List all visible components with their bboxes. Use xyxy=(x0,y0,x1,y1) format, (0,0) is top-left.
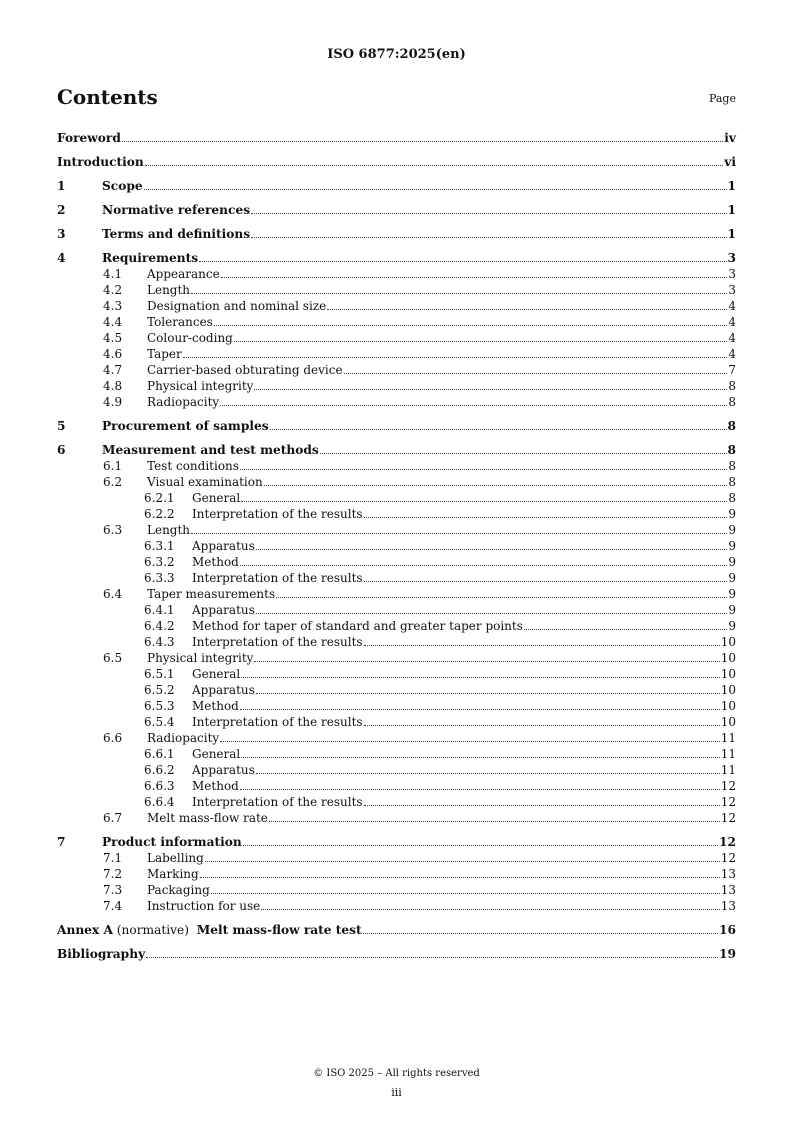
toc-entry-page: 8 xyxy=(728,395,736,409)
toc-entry-title: Instruction for use xyxy=(147,899,261,913)
toc-entry-page: 10 xyxy=(720,699,736,713)
toc-entry[interactable] xyxy=(57,555,736,569)
toc-leader-dots xyxy=(270,429,727,430)
toc-entry-title: Method xyxy=(192,779,239,793)
toc-entry-page: 10 xyxy=(720,635,736,649)
toc-entry-title: Method xyxy=(192,699,239,713)
toc-entry-page: 11 xyxy=(720,747,736,761)
toc-entry-page: 8 xyxy=(728,491,736,505)
toc-entry[interactable] xyxy=(57,851,736,865)
toc-entry-page: 8 xyxy=(728,379,736,393)
toc-leader-dots xyxy=(264,485,728,486)
toc-entry-title: Visual examination xyxy=(147,475,263,489)
toc-entry-page: 8 xyxy=(728,475,736,489)
toc-entry-page: 1 xyxy=(727,203,736,217)
toc-leader-dots xyxy=(254,389,727,390)
toc-entry-page: 10 xyxy=(720,651,736,665)
toc-entry-title: Radiopacity xyxy=(147,731,220,745)
toc-entry[interactable] xyxy=(57,603,736,617)
toc-entry-title: Tolerances xyxy=(147,315,213,329)
toc-leader-dots xyxy=(205,861,720,862)
toc-entry[interactable] xyxy=(57,507,736,521)
toc-entry-title: Appearance xyxy=(147,267,220,281)
toc-entry-page: 9 xyxy=(728,587,736,601)
toc-entry-title: Measurement and test methods xyxy=(102,443,319,457)
toc-entry-title: Interpretation of the results xyxy=(192,795,363,809)
toc-entry-number: 4.6 xyxy=(103,347,123,361)
toc-entry-page: 3 xyxy=(727,251,736,265)
toc-entry-title: Annex A (normative) Melt mass-flow rate test xyxy=(57,923,362,937)
toc-entry[interactable] xyxy=(57,715,736,729)
toc-leader-dots xyxy=(243,845,718,846)
toc-leader-dots xyxy=(191,533,727,534)
toc-leader-dots xyxy=(269,821,720,822)
toc-entry[interactable] xyxy=(57,131,736,145)
toc-entry[interactable] xyxy=(57,251,736,265)
toc-entry[interactable] xyxy=(57,315,736,329)
toc-entry-title: Requirements xyxy=(102,251,199,265)
toc-entry-title: Taper measurements xyxy=(147,587,276,601)
toc-leader-dots xyxy=(122,141,723,142)
toc-entry-number: 7.4 xyxy=(103,899,123,913)
toc-entry[interactable] xyxy=(57,363,736,377)
toc-entry-page: 12 xyxy=(720,851,736,865)
page-number: iii xyxy=(391,1086,402,1099)
toc-entry-number: 6 xyxy=(57,443,66,457)
toc-entry-number: 4.2 xyxy=(103,283,123,297)
toc-entry-title: General xyxy=(192,491,241,505)
toc-entry-title: Apparatus xyxy=(192,683,255,697)
toc-entry[interactable] xyxy=(57,899,736,913)
toc-leader-dots xyxy=(241,757,719,758)
toc-entry-number: 6.6.1 xyxy=(144,747,175,761)
toc-leader-dots xyxy=(183,357,728,358)
toc-entry-title: Radiopacity xyxy=(147,395,220,409)
toc-entry-title: Apparatus xyxy=(192,603,255,617)
toc-entry-title: Marking xyxy=(147,867,199,881)
toc-entry-page: 16 xyxy=(719,923,736,937)
toc-entry-page: 1 xyxy=(727,227,736,241)
toc-entry-number: 6.3.2 xyxy=(144,555,175,569)
toc-entry-title: Designation and nominal size xyxy=(147,299,327,313)
toc-leader-dots xyxy=(199,261,726,262)
toc-entry-number: 6.1 xyxy=(103,459,123,473)
toc-entry-number: 6.3 xyxy=(103,523,123,537)
toc-leader-dots xyxy=(251,213,726,214)
toc-entry-title: Taper xyxy=(147,347,182,361)
toc-entry-title: General xyxy=(192,747,241,761)
toc-entry-title: General xyxy=(192,667,241,681)
toc-entry[interactable] xyxy=(57,283,736,297)
toc-entry-number: 7 xyxy=(57,835,66,849)
toc-entry-page: 12 xyxy=(720,779,736,793)
toc-entry[interactable] xyxy=(57,763,736,777)
toc-leader-dots xyxy=(200,877,720,878)
toc-entry[interactable] xyxy=(57,227,736,241)
toc-leader-dots xyxy=(261,909,719,910)
toc-leader-dots xyxy=(234,341,727,342)
toc-entry[interactable] xyxy=(57,683,736,697)
toc-entry-number: 4.9 xyxy=(103,395,123,409)
document-header: ISO 6877:2025(en) xyxy=(327,47,466,62)
toc-entry-title: Product information xyxy=(102,835,242,849)
toc-entry[interactable] xyxy=(57,179,736,193)
toc-entry-title: Labelling xyxy=(147,851,204,865)
toc-entry-title: Method xyxy=(192,555,239,569)
toc-entry[interactable] xyxy=(57,883,736,897)
toc-leader-dots xyxy=(524,629,727,630)
toc-entry-page: 13 xyxy=(720,899,736,913)
toc-entry-page: 13 xyxy=(720,867,736,881)
toc-entry-title: Length xyxy=(147,523,191,537)
toc-entry-title: Test conditions xyxy=(147,459,239,473)
toc-entry[interactable] xyxy=(57,779,736,793)
toc-entry-number: 6.6.3 xyxy=(144,779,175,793)
toc-entry-page: 9 xyxy=(728,603,736,617)
toc-entry-page: vi xyxy=(724,155,736,169)
toc-leader-dots xyxy=(146,957,718,958)
toc-entry-number: 3 xyxy=(57,227,66,241)
toc-entry-page: 4 xyxy=(728,299,736,313)
toc-entry-page: 8 xyxy=(727,443,736,457)
toc-entry-number: 6.5.2 xyxy=(144,683,175,697)
toc-entry[interactable] xyxy=(57,267,736,281)
toc-entry[interactable] xyxy=(57,571,736,585)
toc-entry-page: 8 xyxy=(727,419,736,433)
toc-entry-page: 9 xyxy=(728,619,736,633)
toc-entry[interactable] xyxy=(57,587,736,601)
toc-entry-page: 9 xyxy=(728,523,736,537)
toc-entry-title: Length xyxy=(147,283,191,297)
toc-entry-title: Scope xyxy=(102,179,143,193)
toc-leader-dots xyxy=(256,549,728,550)
page-title: Contents xyxy=(57,85,158,109)
toc-entry-number: 7.1 xyxy=(103,851,123,865)
toc-entry-page: 19 xyxy=(719,947,736,961)
toc-entry[interactable] xyxy=(57,539,736,553)
toc-entry[interactable] xyxy=(57,635,736,649)
toc-leader-dots xyxy=(241,501,727,502)
toc-entry[interactable] xyxy=(57,419,736,433)
toc-entry[interactable] xyxy=(57,395,736,409)
toc-entry-number: 6.4.3 xyxy=(144,635,175,649)
toc-leader-dots xyxy=(276,597,727,598)
copyright-notice: © ISO 2025 – All rights reserved xyxy=(313,1068,480,1079)
toc-leader-dots xyxy=(364,581,728,582)
toc-entry[interactable] xyxy=(57,475,736,489)
toc-entry-number: 4.5 xyxy=(103,331,123,345)
toc-entry-number: 6.7 xyxy=(103,811,123,825)
toc-leader-dots xyxy=(327,309,727,310)
toc-entry-page: 9 xyxy=(728,539,736,553)
toc-entry-page: 4 xyxy=(728,315,736,329)
toc-entry-title: Physical integrity xyxy=(147,379,254,393)
toc-entry[interactable] xyxy=(57,795,736,809)
toc-leader-dots xyxy=(256,773,720,774)
toc-entry-title: Apparatus xyxy=(192,763,255,777)
toc-entry[interactable] xyxy=(57,155,736,169)
toc-entry-number: 6.6.2 xyxy=(144,763,175,777)
toc-entry[interactable] xyxy=(57,443,736,457)
toc-leader-dots xyxy=(220,741,720,742)
toc-entry[interactable] xyxy=(57,619,736,633)
toc-entry-number: 6.6.4 xyxy=(144,795,175,809)
toc-entry-title: Carrier-based obturating device xyxy=(147,363,343,377)
toc-entry-page: 8 xyxy=(728,459,736,473)
toc-entry[interactable] xyxy=(57,491,736,505)
toc-leader-dots xyxy=(240,709,720,710)
toc-leader-dots xyxy=(364,645,720,646)
toc-entry-number: 4.1 xyxy=(103,267,123,281)
toc-entry[interactable] xyxy=(57,379,736,393)
toc-entry[interactable] xyxy=(57,523,736,537)
toc-entry[interactable] xyxy=(57,731,736,745)
toc-entry-page: 12 xyxy=(719,835,736,849)
toc-entry-title: Terms and definitions xyxy=(102,227,251,241)
toc-entry[interactable] xyxy=(57,923,736,937)
toc-entry-page: 7 xyxy=(728,363,736,377)
toc-entry-page: 9 xyxy=(728,555,736,569)
toc-leader-dots xyxy=(254,661,719,662)
toc-entry-page: 4 xyxy=(728,331,736,345)
toc-entry-title: Apparatus xyxy=(192,539,255,553)
toc-entry-title: Colour-coding xyxy=(147,331,233,345)
toc-leader-dots xyxy=(221,277,728,278)
toc-leader-dots xyxy=(364,517,728,518)
toc-leader-dots xyxy=(364,725,720,726)
toc-entry-number: 6.5.3 xyxy=(144,699,175,713)
toc-entry[interactable] xyxy=(57,699,736,713)
toc-leader-dots xyxy=(363,933,718,934)
toc-entry-number: 4.4 xyxy=(103,315,123,329)
toc-entry-number: 6.4.1 xyxy=(144,603,175,617)
toc-entry-title: Bibliography xyxy=(57,947,146,961)
toc-entry-title: Physical integrity xyxy=(147,651,254,665)
toc-leader-dots xyxy=(145,165,723,166)
toc-entry[interactable] xyxy=(57,651,736,665)
toc-entry-number: 5 xyxy=(57,419,66,433)
toc-leader-dots xyxy=(320,453,727,454)
toc-entry-number: 7.3 xyxy=(103,883,123,897)
toc-entry-title: Procurement of samples xyxy=(102,419,269,433)
toc-entry-number: 6.5.1 xyxy=(144,667,175,681)
toc-entry-page: 11 xyxy=(720,731,736,745)
toc-entry-number: 6.2 xyxy=(103,475,123,489)
toc-entry[interactable] xyxy=(57,459,736,473)
toc-entry-page: 12 xyxy=(720,811,736,825)
toc-entry-page: 10 xyxy=(720,667,736,681)
toc-leader-dots xyxy=(211,893,720,894)
toc-entry-page: 13 xyxy=(720,883,736,897)
toc-entry[interactable] xyxy=(57,299,736,313)
toc-entry-page: 12 xyxy=(720,795,736,809)
toc-entry-title: Interpretation of the results xyxy=(192,507,363,521)
toc-entry[interactable] xyxy=(57,747,736,761)
toc-entry-title: Interpretation of the results xyxy=(192,715,363,729)
toc-leader-dots xyxy=(344,373,728,374)
toc-entry-title: Packaging xyxy=(147,883,210,897)
toc-leader-dots xyxy=(144,189,727,190)
toc-entry-title: Melt mass-flow rate xyxy=(147,811,268,825)
toc-entry[interactable] xyxy=(57,835,736,849)
toc-entry[interactable] xyxy=(57,667,736,681)
toc-leader-dots xyxy=(241,677,719,678)
toc-leader-dots xyxy=(240,565,728,566)
toc-entry-title: Normative references xyxy=(102,203,251,217)
toc-entry-number: 1 xyxy=(57,179,66,193)
toc-entry-page: 3 xyxy=(728,267,736,281)
toc-leader-dots xyxy=(256,613,728,614)
toc-entry-title: Interpretation of the results xyxy=(192,635,363,649)
toc-entry-number: 4 xyxy=(57,251,66,265)
toc-entry-number: 6.4.2 xyxy=(144,619,175,633)
toc-entry-page: 11 xyxy=(720,763,736,777)
toc-entry-page: 9 xyxy=(728,507,736,521)
toc-entry-page: 10 xyxy=(720,683,736,697)
toc-entry[interactable] xyxy=(57,811,736,825)
toc-entry-title: Introduction xyxy=(57,155,144,169)
toc-entry-number: 6.4 xyxy=(103,587,123,601)
toc-entry-page: 9 xyxy=(728,571,736,585)
toc-entry-number: 4.8 xyxy=(103,379,123,393)
toc-entry-number: 6.2.2 xyxy=(144,507,175,521)
toc-entry[interactable] xyxy=(57,867,736,881)
toc-entry-page: iv xyxy=(724,131,736,145)
toc-leader-dots xyxy=(364,805,720,806)
toc-entry-number: 6.6 xyxy=(103,731,123,745)
toc-entry-number: 4.7 xyxy=(103,363,123,377)
toc-entry-number: 6.3.1 xyxy=(144,539,175,553)
page-column-label: Page xyxy=(708,92,736,105)
toc-entry-page: 10 xyxy=(720,715,736,729)
toc-entry[interactable] xyxy=(57,203,736,217)
toc-entry-page: 3 xyxy=(728,283,736,297)
toc-entry-title: Method for taper of standard and greater taper points xyxy=(192,619,523,633)
toc-leader-dots xyxy=(191,293,727,294)
toc-entry-page: 4 xyxy=(728,347,736,361)
toc-entry[interactable] xyxy=(57,331,736,345)
toc-entry[interactable] xyxy=(57,947,736,961)
toc-entry-title: Interpretation of the results xyxy=(192,571,363,585)
toc-entry-number: 6.5 xyxy=(103,651,123,665)
toc-leader-dots xyxy=(240,789,720,790)
toc-entry-number: 6.2.1 xyxy=(144,491,175,505)
toc-entry-number: 7.2 xyxy=(103,867,123,881)
toc-leader-dots xyxy=(220,405,727,406)
toc-entry[interactable] xyxy=(57,347,736,361)
toc-entry-number: 4.3 xyxy=(103,299,123,313)
toc-leader-dots xyxy=(256,693,720,694)
toc-entry-number: 6.3.3 xyxy=(144,571,175,585)
toc-entry-page: 1 xyxy=(727,179,736,193)
toc-leader-dots xyxy=(214,325,728,326)
toc-entry-title: Foreword xyxy=(57,131,121,145)
toc-entry-number: 2 xyxy=(57,203,66,217)
toc-leader-dots xyxy=(251,237,726,238)
toc-leader-dots xyxy=(240,469,727,470)
toc-entry-number: 6.5.4 xyxy=(144,715,175,729)
